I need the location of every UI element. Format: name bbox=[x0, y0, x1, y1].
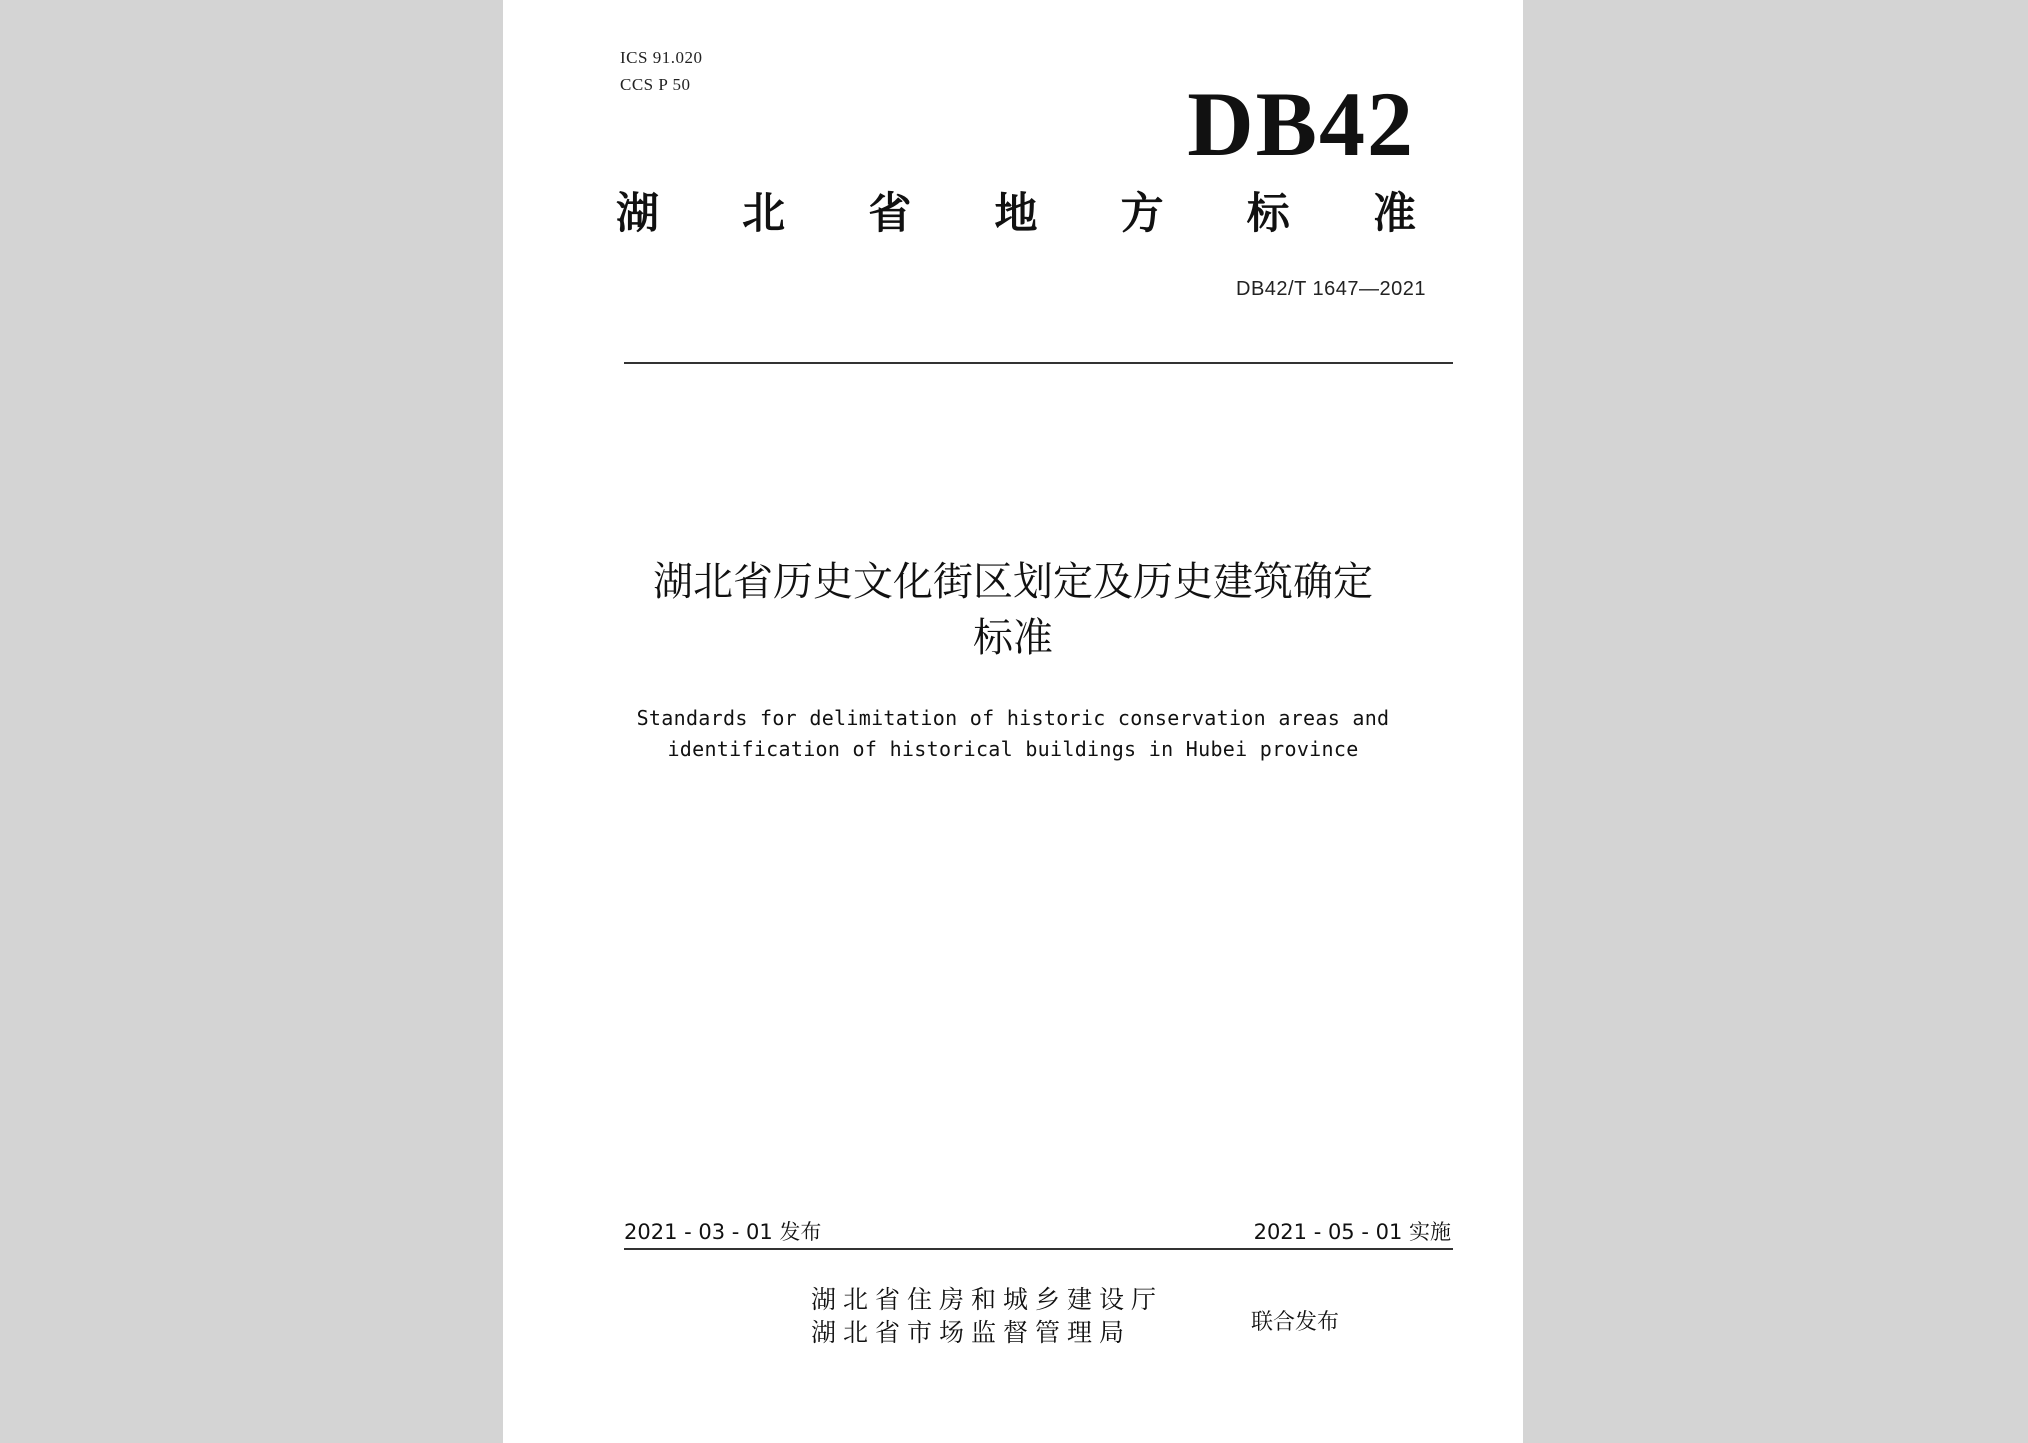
standard-type-char: 标 bbox=[1246, 189, 1290, 239]
english-title-line: Standards for delimitation of historic conservation areas and bbox=[636, 706, 1390, 730]
issuer-name: 湖北省市场监督管理局 bbox=[811, 1318, 1132, 1347]
standard-type-char: 湖 bbox=[616, 189, 659, 239]
ics-code: ICS 91.020 bbox=[620, 48, 703, 67]
issue-date: 2021 - 03 - 01 发布 bbox=[624, 1220, 822, 1244]
standard-type-char: 北 bbox=[742, 189, 786, 239]
effective-date: 2021 - 05 - 01 实施 bbox=[1253, 1220, 1451, 1244]
document-page bbox=[503, 0, 1523, 1443]
footer-divider bbox=[624, 1248, 1453, 1250]
chinese-title bbox=[613, 554, 1413, 666]
english-title bbox=[613, 703, 1413, 765]
joint-release-label: 联合发布 bbox=[1251, 1310, 1340, 1335]
standard-type-heading bbox=[616, 189, 1416, 239]
standard-type-char: 方 bbox=[1120, 189, 1164, 239]
issuer-name: 湖北省住房和城乡建设厅 bbox=[811, 1285, 1164, 1314]
header-divider bbox=[624, 362, 1453, 364]
standard-number: DB42/T 1647—2021 bbox=[1236, 278, 1426, 300]
issuing-authorities bbox=[811, 1283, 1163, 1349]
english-title-line: identification of historical buildings in Hubei province bbox=[667, 737, 1359, 761]
db42-logo: DB42 bbox=[1187, 73, 1415, 175]
standard-type-char: 准 bbox=[1372, 189, 1416, 239]
standard-type-char: 地 bbox=[994, 189, 1038, 239]
chinese-title-line: 标准 bbox=[973, 615, 1053, 661]
standard-type-char: 省 bbox=[868, 189, 912, 239]
chinese-title-line: 湖北省历史文化街区划定及历史建筑确定 bbox=[653, 559, 1373, 605]
ccs-code: CCS P 50 bbox=[620, 75, 691, 94]
